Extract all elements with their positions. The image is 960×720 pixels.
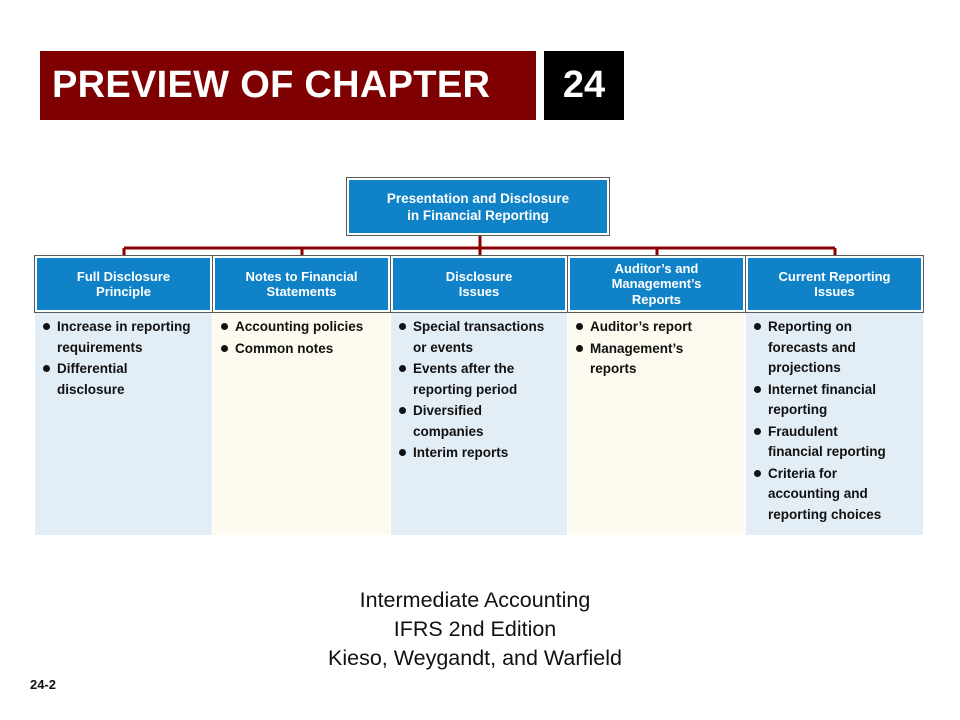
bullet-text-line: Increase in reporting: [57, 319, 191, 334]
bullet-text-line: disclosure: [57, 381, 125, 397]
column-heading-line: Principle: [96, 284, 151, 299]
bullet-text-line: reporting period: [413, 381, 518, 397]
column-heading-line: Notes to Financial: [245, 268, 358, 284]
diagram-column: [35, 256, 212, 535]
bullet-text-line: Internet financial: [768, 381, 877, 397]
bullet-icon: [399, 323, 406, 330]
column-body: [391, 312, 567, 535]
slide-number: 24-2: [30, 677, 57, 692]
diagram-column: [568, 256, 745, 535]
bullet-text-line: reporting choices: [768, 506, 882, 522]
column-heading: [391, 256, 567, 312]
column-heading-line: Current Reporting: [778, 268, 891, 284]
column-body: [568, 312, 745, 535]
column-heading-line: Disclosure: [445, 268, 513, 284]
bullet-item: [395, 401, 561, 442]
root-box: [347, 178, 609, 235]
bullet-item: [395, 359, 561, 400]
bullet-icon: [221, 345, 228, 352]
bullet-item: [750, 464, 917, 526]
diagram-column: [391, 256, 567, 535]
column-heading: [746, 256, 923, 312]
column-heading-line: Issues: [458, 284, 500, 299]
column-heading: [213, 256, 390, 312]
bullet-icon: [43, 323, 50, 330]
column-heading-line: Auditor’s and: [614, 260, 699, 276]
bullet-text-line: or events: [413, 339, 474, 355]
bullet-text-line: Diversified: [413, 403, 483, 418]
bullet-icon: [576, 345, 583, 352]
bullet-item: [395, 443, 561, 464]
bullet-item: [750, 380, 917, 421]
bullet-icon: [399, 449, 406, 456]
bullet-text-line: requirements: [57, 339, 143, 355]
column-heading-line: Reports: [631, 291, 682, 307]
bullet-text-line: reports: [590, 361, 637, 376]
root-line-1: Presentation and Disclosure: [386, 190, 570, 206]
bullet-icon: [754, 470, 761, 477]
column-heading: [568, 256, 745, 312]
bullet-item: [39, 359, 206, 400]
bullet-text-line: Auditor’s report: [590, 319, 693, 334]
bullet-icon: [754, 428, 761, 435]
bullet-text-line: Differential: [57, 361, 128, 376]
bullet-item: [750, 317, 917, 379]
bullet-item: [39, 317, 206, 358]
column-heading-line: Full Disclosure: [76, 268, 171, 284]
chapter-number: 24: [562, 64, 606, 106]
bullet-icon: [754, 323, 761, 330]
column-body: [746, 312, 923, 535]
bullet-text-line: projections: [768, 360, 841, 375]
bullet-text-line: Accounting policies: [235, 319, 364, 334]
bullet-icon: [43, 365, 50, 372]
column-heading-line: Management’s: [611, 276, 702, 292]
bullet-text-line: Events after the: [413, 361, 515, 376]
column-heading-line: Issues: [814, 284, 855, 299]
bullet-icon: [399, 365, 406, 372]
column-body: [213, 312, 390, 535]
root-line-2: in Financial Reporting: [407, 207, 549, 223]
column-heading-line: Statements: [266, 284, 337, 299]
bullet-item: [395, 317, 561, 358]
bullet-item: [572, 317, 739, 338]
diagram-column: [213, 256, 390, 535]
footer-book-title: Intermediate Accounting: [359, 588, 591, 612]
bullet-text-line: Criteria for: [768, 465, 838, 481]
bullet-text-line: Special transactions: [413, 319, 545, 334]
bullet-item: [750, 422, 917, 463]
column-body: [35, 312, 212, 535]
bullet-icon: [399, 407, 406, 414]
bullet-text-line: Fraudulent: [768, 423, 838, 439]
bullet-text-line: Common notes: [235, 340, 334, 356]
bullet-text-line: Management’s: [590, 340, 684, 356]
column-heading: [35, 256, 212, 312]
diagram-column: [746, 256, 923, 535]
bullet-text-line: Interim reports: [413, 445, 509, 460]
bullet-text-line: forecasts and: [768, 339, 856, 355]
bullet-item: [217, 317, 384, 338]
bullet-item: [572, 339, 739, 380]
bullet-text-line: Reporting on: [768, 319, 852, 334]
footer-edition: IFRS 2nd Edition: [393, 617, 557, 641]
footer-citation: [240, 586, 710, 673]
bullet-text-line: companies: [413, 423, 484, 439]
bullet-icon: [576, 323, 583, 330]
footer-authors: Kieso, Weygandt, and Warfield: [328, 646, 622, 670]
bullet-text-line: reporting: [768, 402, 828, 417]
banner-title: PREVIEW OF CHAPTER: [52, 64, 491, 106]
bullet-icon: [221, 323, 228, 330]
bullet-text-line: accounting and: [768, 486, 868, 501]
bullet-text-line: financial reporting: [768, 444, 886, 459]
bullet-item: [217, 339, 384, 360]
bullet-icon: [754, 386, 761, 393]
